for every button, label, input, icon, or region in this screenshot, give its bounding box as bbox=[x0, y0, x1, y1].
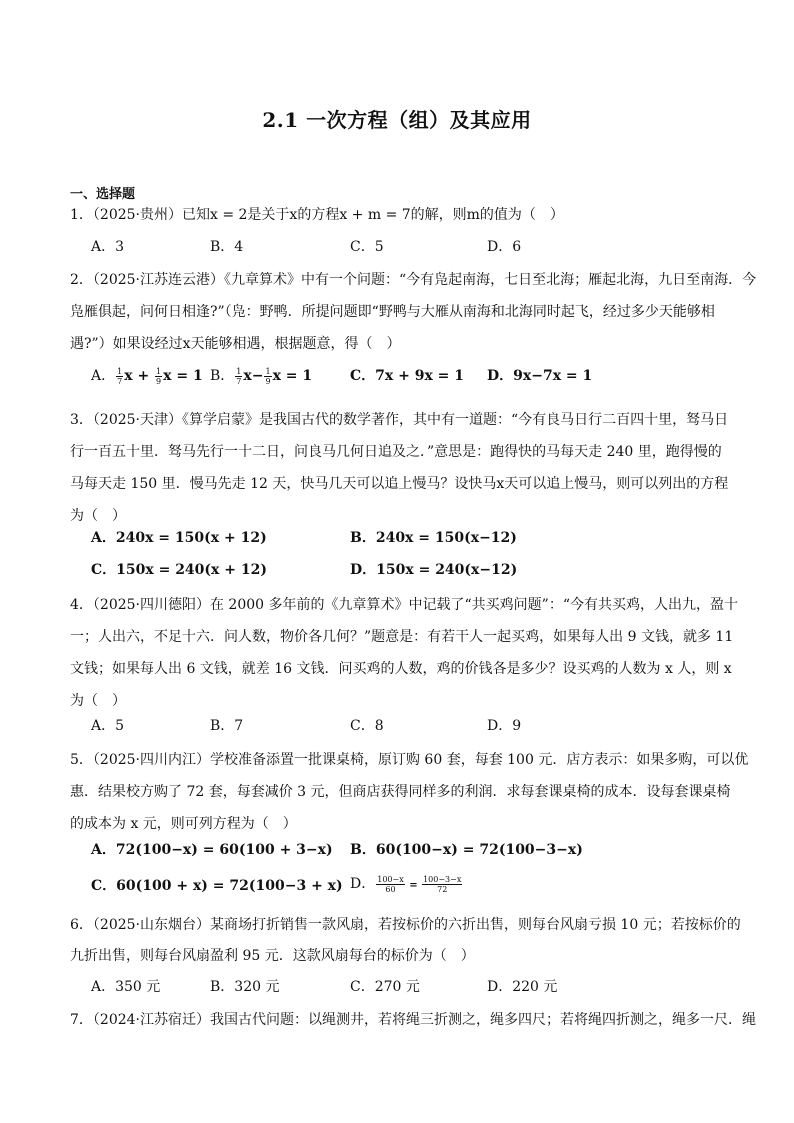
question-3-stem-line-1: 3．（2025·天津）《算学启蒙》是我国古代的数学著作，其中有一道题：“今有良马日行二百四十里，驽马日 bbox=[70, 412, 729, 428]
question-2-stem-line-1: 2．（2025·江苏连云港）《九章算术》中有一个问题：“今有凫起南海，七日至北海；雁起北海，九日至南海．今 bbox=[70, 272, 757, 288]
question-3-option-a: A．240x = 150(x + 12) bbox=[91, 530, 267, 546]
fraction: $\frac{100-3-x}{72}$ bbox=[423, 874, 462, 894]
fraction: $\frac{1}{7}$ bbox=[236, 366, 242, 386]
option-a-label: A． bbox=[91, 368, 116, 384]
question-6-stem-line-2: 九折出售，则每台风扇盈利 95 元．这款风扇每台的标价为（ ） bbox=[70, 948, 475, 964]
question-6-stem-line-1: 6．（2025·山东烟台）某商场打折销售一款风扇，若按标价的六折出售，则每台风扇亏损 10 元；若按标价的 bbox=[70, 917, 741, 933]
question-6-option-d: D．220 元 bbox=[487, 979, 558, 995]
option-d-label: D． bbox=[350, 876, 376, 892]
question-1-option-c: C．5 bbox=[350, 239, 384, 255]
question-1-option-b: B．4 bbox=[210, 239, 244, 255]
question-1-option-a: A．3 bbox=[91, 239, 125, 255]
question-3-stem-line-2: 行一百五十里．驽马先行一十二日，问良马几何日追及之．”意思是：跑得快的马每天走 240 里，跑得慢的 bbox=[70, 444, 722, 460]
fraction: $\frac{1}{9}$ bbox=[156, 366, 162, 386]
question-2-stem-line-3: 遇?”）如果设经过x天能够相遇，根据题意，得（ ） bbox=[70, 336, 401, 352]
question-5-stem-line-2: 惠．结果校方购了 72 套，每套减价 3 元，但商店获得同样多的利润．求每套课桌椅的成本．设每套课桌椅 bbox=[70, 784, 731, 800]
question-5-option-a: A．72(100−x) = 60(100 + 3−x) bbox=[91, 842, 333, 858]
question-4-option-c: C．8 bbox=[350, 718, 384, 734]
question-5-option-c: C．60(100 + x) = 72(100−3 + x) bbox=[91, 878, 343, 894]
question-7-stem-line-1: 7．（2024·江苏宿迁）我国古代问题：以绳测井，若将绳三折测之，绳多四尺；若将绳四折测之，绳多一尺．绳 bbox=[70, 1012, 756, 1028]
section-heading: 一、选择题 bbox=[70, 187, 136, 202]
question-5-option-d: D． $\frac{100-x}{60}$ = $\frac{100-3-x}{72}$ bbox=[350, 874, 462, 894]
fraction: $\frac{100-x}{60}$ bbox=[377, 874, 404, 894]
question-5-stem-line-3: 的成本为 x 元，则可列方程为（ ） bbox=[70, 816, 297, 832]
question-4-option-a: A．5 bbox=[91, 718, 125, 734]
question-3-option-c: C．150x = 240(x + 12) bbox=[91, 562, 267, 578]
question-6-option-c: C．270 元 bbox=[350, 979, 420, 995]
question-3-stem-line-4: 为（ ） bbox=[70, 508, 126, 524]
question-5-option-b: B．60(100−x) = 72(100−3−x) bbox=[350, 842, 583, 858]
question-1-option-d: D．6 bbox=[487, 239, 522, 255]
question-6-option-a: A．350 元 bbox=[91, 979, 161, 995]
fraction: $\frac{1}{9}$ bbox=[265, 366, 271, 386]
page-title: 2.1 一次方程（组）及其应用 bbox=[262, 108, 532, 132]
question-2-option-d: D．9x−7x = 1 bbox=[487, 368, 593, 384]
question-2-option-a: A． $\frac{1}{7}$ x + $\frac{1}{9}$ x = 1 bbox=[91, 366, 203, 386]
option-b-label: B． bbox=[210, 368, 235, 384]
question-3-stem-line-3: 马每天走 150 里．慢马先走 12 天，快马几天可以追上慢马？设快马x天可以追上慢马，则可以列出的方程 bbox=[70, 476, 729, 492]
question-4-stem-line-2: 一；人出六，不足十六．问人数，物价各几何？”题意是：有若干人一起买鸡，如果每人出 9 文钱，就多 11 bbox=[70, 629, 734, 645]
question-4-stem-line-4: 为（ ） bbox=[70, 693, 126, 709]
question-4-option-d: D．9 bbox=[487, 718, 522, 734]
question-4-stem-line-1: 4．（2025·四川德阳）在 2000 多年前的《九章算术》中记载了“共买鸡问题”：“今有共买鸡，人出九，盈十 bbox=[70, 597, 738, 613]
question-2-stem-line-2: 凫雁俱起，问何日相逢?”（凫：野鸭．所提问题即“野鸭与大雁从南海和北海同时起飞，经过多少天能够相 bbox=[70, 304, 715, 320]
question-2-option-c: C．7x + 9x = 1 bbox=[350, 368, 465, 384]
question-3-option-d: D．150x = 240(x−12) bbox=[350, 562, 518, 578]
question-1-stem: 1．（2025·贵州）已知x = 2是关于x的方程x + m = 7的解，则m的值为（ ） bbox=[70, 207, 564, 223]
question-4-option-b: B．7 bbox=[210, 718, 244, 734]
question-3-option-b: B．240x = 150(x−12) bbox=[350, 530, 517, 546]
question-4-stem-line-3: 文钱；如果每人出 6 文钱，就差 16 文钱．问买鸡的人数，鸡的价钱各是多少？设买鸡的人数为 x 人，则 x bbox=[70, 661, 732, 677]
question-2-option-b: B． $\frac{1}{7}$ x− $\frac{1}{9}$ x = 1 bbox=[210, 366, 313, 386]
question-5-stem-line-1: 5．（2025·四川内江）学校准备添置一批课桌椅，原订购 60 套，每套 100 元．店方表示：如果多购，可以优 bbox=[70, 752, 749, 768]
question-6-option-b: B．320 元 bbox=[210, 979, 280, 995]
fraction: $\frac{1}{7}$ bbox=[117, 366, 123, 386]
